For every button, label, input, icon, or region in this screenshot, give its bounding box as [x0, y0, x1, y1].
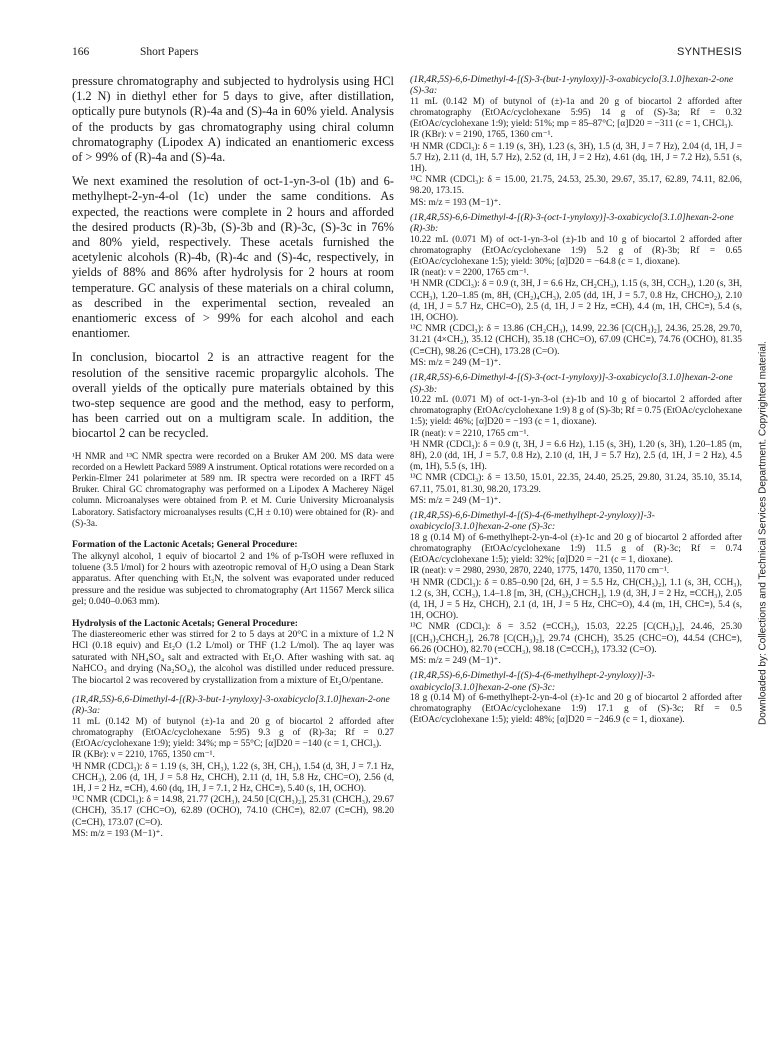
compound-line: 10.22 mL (0.071 M) of oct-1-yn-3-ol (±)-1b and 10 g of biocartol 2 afforded after chromatography (EtOAc/cyclohexane 1:9) 5.2 g of (R)-3b; Rf = 0.65 (EtOAc/cyclohexane 1:5); yield: 30%; [α]D20 = −64.8 (c = 1, dioxane). — [410, 234, 742, 268]
compound-line: ¹³C NMR (CDCl₃): δ = 13.50, 15.01, 22.35, 24.40, 25.25, 29.80, 31.24, 35.10, 35.14, 67.11, 75.01, 81.30, 98.20, 173.29. — [410, 473, 742, 495]
compound-line: IR (KBr): ν = 2190, 1765, 1360 cm⁻¹. — [410, 130, 553, 141]
compound-line: ¹³C NMR (CDCl₃): δ = 13.86 (CH₂CH₃), 14.99, 22.36 [C(CH₃)₂], 24.36, 25.28, 29.70, 31.21 (4×CH₂), 35.12 (CHCH), 35.18 (CHC=O), 67.09 (CHC≡), 74.76 (OCHO), 81.35 (C≡CH), 98.26 (C≡CH), 173.28 (C=O). — [410, 324, 742, 357]
paragraph-formation-procedure: The alkynyl alcohol, 1 equiv of biocartol 2 and 1% of p-TsOH were refluxed in toluene (3.5 l/mol) for 2 hours with azeotropic removal of H₂O using a Dean Stark apparatus. After quenching with Et₃N, the solvent was evaporated under reduced pressure and the residue was subjected to chromatography (Art 11567 Merck silica gel; 0.040–0.063 mm). — [72, 550, 394, 608]
compound-title-R-3b: (1R,4R,5S)-6,6-Dimethyl-4-[(R)-3-(oct-1-ynyloxy)]-3-oxabicyclo[3.1.0]hexan-2-one (R)-3b: — [410, 211, 734, 235]
compound-line: ¹³C NMR (CDCl₃): δ = 3.52 (≡CCH₃), 15.03, 22.25 [C(CH₃)₂], 24.46, 25.30 [(CH₃)₂CHCH₂], 26.78 [C(CH₃)₂], 29.74 (CHCH), 35.25 (CHC=O), 44.54 (CHC≡), 66.26 (OCHO), 82.70 (≡CCH₃), 98.18 (C≡CCH₃), 173.32 (C=O). — [410, 622, 742, 655]
compound-line: ¹³C NMR (CDCl₃): δ = 14.98, 21.77 (2CH₃), 24.50 [C(CH₃)₂], 25.31 (CHCH₃), 29.67 (CHCH), 35.17 (CHC=O), 62.89 (OCHO), 74.10 (CHC≡), 82.07 (C≡CH), 98.20 (C≡CH), 173.07 (C=O). — [72, 795, 394, 828]
compound-line: ¹H NMR (CDCl₃): δ = 1.19 (s, 3H, CH₃), 1.22 (s, 3H, CH₃), 1.54 (d, 3H, J = 7.1 Hz, CHCH₃), 2.06 (d, 1H, J = 5.8 Hz, CHCH), 2.11 (d, 1H, 5.8 Hz, CHC=O), 2.56 (d, 1H, J = 2 Hz, ≡CH), 4.60 (dq, 1H, J = 7.1, 2 Hz, CHC≡), 5.40 (s, 1H, OCHO). — [72, 761, 394, 794]
compound-line: MS: m/z = 193 (M−1)⁺. — [410, 197, 501, 208]
compound-line: ¹H NMR (CDCl₃): δ = 0.9 (t, 3H, J = 6.6 Hz, CH₂CH₃), 1.15 (s, 3H, CCH₃), 1.20 (s, 3H, CCH₃), 1.20–1.85 (m, 8H, (CH₂)₄CH₃), 2.05 (dd, 1H, J = 5.7, 0.8 Hz, CHCHO₂), 2.10 (d, 1H, J = 5.7 Hz, CHC=O), 2.5 (d, 1H, J = 2 Hz, ≡CH), 4.4 (m, 1H, CHC≡), 5.4 (s, 1H, OCHO). — [410, 279, 742, 324]
compound-line: 18 g (0.14 M) of 6-methylhept-2-yn-4-ol (±)-1c and 20 g of biocartol 2 afforded after chromatography (EtOAc/cyclohexane 1:9) 11.5 g of (R)-3c; Rf = 0.74 (EtOAc/cyclohexane 1:5); yield: 32%; [α]D20 = −21 (c = 1, dioxane). — [410, 532, 742, 566]
paragraph-conclusion: In conclusion, biocartol 2 is an attractive reagent for the resolution of the sensitive racemic propargylic alcohols. The overall yields of the optically pure materials obtained by this two-step sequence are good and the method, easy to perform, has been carried out on a multigram scale. In addition, the biocartol 2 can be recycled. — [72, 350, 394, 441]
left-column — [72, 74, 394, 840]
right-column — [410, 74, 742, 727]
paragraph-hydrolysis-procedure: The diastereomeric ether was stirred for 2 to 5 days at 20°C in a mixture of 1.2 N HCl (0.18 equiv) and Et₂O (1.2 L/mol) or THF (1.2 L/mol). The aq layer was saturated with NH₄SO₄ salt and extracted with Et₂O. After washing with sat. aq NaHCO₃ and drying (Na₂SO₄), the alcohol was distilled under reduced pressure. The biocartol 2 was recovered by crystallization from a mixture of Et₂O/pentane. — [72, 628, 394, 686]
compound-title-S-3c: (1R,4R,5S)-6,6-Dimethyl-4-[(S)-4-(6-methylhept-2-ynyloxy)]-3-oxabicyclo[3.1.0]hexan-2-one (S)-3c: — [410, 670, 655, 693]
compound-title-R-3a: (1R,4R,5S)-6,6-Dimethyl-4-[(R)-3-but-1-ynyloxy]-3-oxabicyclo[3.1.0]hexan-2-one (R)-3a: — [72, 693, 390, 717]
compound-title-S-3b: (1R,4R,5S)-6,6-Dimethyl-4-[(S)-3-(oct-1-ynyloxy)]-3-oxabicyclo[3.1.0]hexan-2-one (S)-3b: — [410, 372, 733, 395]
section-name: Short Papers — [140, 46, 199, 58]
compound-title-S-3a: (1R,4R,5S)-6,6-Dimethyl-4-[(S)-3-(but-1-ynyloxy)]-3-oxabicyclo[3.1.0]hexan-2-one (S)-3a: — [410, 74, 734, 97]
heading-formation-acetals: Formation of the Lactonic Acetals; General Procedure: — [72, 539, 298, 551]
compound-line: ¹³C NMR (CDCl₃): δ = 15.00, 21.75, 24.53, 25.30, 29.67, 35.17, 62.89, 74.11, 82.06, 98.20, 173.15. — [410, 175, 742, 197]
compound-line: MS: m/z = 193 (M−1)⁺. — [72, 828, 163, 839]
page-header — [72, 46, 742, 64]
compound-line: 18 g (0.14 M) of 6-methylhept-2-yn-4-ol (±)-1c and 20 g of biocartol 2 afforded after chromatography (EtOAc/cyclohexane 1:9) 17.1 g of (S)-3c; Rf = 0.5 (EtOAc/cyclohexane 1:5); yield: 48%; [α]D20 = −246.9 (c = 1, dioxane). — [410, 693, 742, 726]
journal-name: SYNTHESIS — [676, 46, 742, 58]
paragraph-resolution-butynols: pressure chromatography and subjected to hydrolysis using HCl (1.2 N) in diethyl ether for 5 days to give, after distillation, optically pure butynols (R)-4a and (S)-4a in 60% yield. Analysis of the products by gas chromatography using chiral column chromatography (Lipodex A) indicated an enantiomeric excess of > 99% of (R)-4a and (S)-4a. — [72, 74, 394, 165]
compound-title-R-3c: (1R,4R,5S)-6,6-Dimethyl-4-[(S)-4-(6-methylhept-2-ynyloxy)]-3-oxabicyclo[3.1.0]hexan-2-one (S)-3c: — [410, 509, 655, 533]
compound-line: IR (neat): ν = 2210, 1765 cm⁻¹. — [410, 428, 529, 439]
compound-line: IR (neat): ν = 2200, 1765 cm⁻¹. — [410, 268, 529, 279]
compound-line: 10.22 mL (0.071 M) of oct-1-yn-3-ol (±)-1b and 10 g of biocartol 2 afforded after chromatography (EtOAc/cyclohexane 1:9) 8 g of (S)-3b; Rf = 0.75 (EtOAc/cyclohexane 1:5); yield: 46%; [α]D20 = −193 (c = 1, dioxane). — [410, 394, 742, 428]
compound-line: IR (KBr): ν = 2210, 1765, 1350 cm⁻¹. — [72, 750, 215, 761]
footnote-instrumentation: ¹H NMR and ¹³C NMR spectra were recorded on a Bruker AM 200. MS data were recorded on a Hewlett Packard 5989 A instrument. Optical rotations were recorded on a Perkin-Elmer 241 polarimeter at 589 nm. IR spectra were recorded on a IRFT 45 Bruker. Chiral GC chromatography was performed on a Lipodex A Macherey Nägel column. Microanalyses were obtained from P. et M. Curie University Microanalysis Laboratory. Satisfactory microanalyses results (C,H ± 0.10) were obtained for (R)- and (S)-3a. — [72, 450, 394, 528]
compound-line: ¹H NMR (CDCl₃): δ = 0.85–0.90 [2d, 6H, J = 5.5 Hz, CH(CH₃)₂], 1.1 (s, 3H, CCH₃), 1.2 (s, 3H, CCH₃), 1.4–1.8 [m, 3H, (CH₃)₂CHCH₂], 1.9 (d, 3H, J = 2 Hz, ≡CCH₃), 2.05 (d, 1H, J = 5 Hz, CHCH), 2.1 (d, 1H, J = 5 Hz, CHC=O), 4.4 (m, 1H, CHC≡), 5.4 (s, 1H, OCHO). — [410, 577, 742, 622]
heading-hydrolysis-acetals: Hydrolysis of the Lactonic Acetals; General Procedure: — [72, 617, 298, 629]
page-number: 166 — [72, 46, 90, 58]
compound-line: ¹H NMR (CDCl₃): δ = 0.9 (t, 3H, J = 6.6 Hz), 1.15 (s, 3H), 1.20 (s, 3H), 1.20–1.85 (m, 8H), 2.0 (dd, 1H, J = 5.7, 0.8 Hz), 2.10 (d, 1H, J = 5.7 Hz), 2.5 (d, 1H, J = 2 Hz), 4.5 (m, 1H), 5.5 (s, 1H). — [410, 439, 742, 473]
paragraph-resolution-octynol: We next examined the resolution of oct-1-yn-3-ol (1b) and 6-methylhept-2-yn-4-ol (1c) under the same conditions. As expected, the reactions were complete in 2 hours and afforded the desired products (R)-3b, (S)-3b and (R)-3c, (S)-3c in 76% and 80% yield, respectively. These acetals furnished the acetylenic alcohols (R)-4b, (R)-4c and (S)-4c, respectively, in yields of 88% and 86% after hydrolysis for 2 hours at room temperature. GC analysis of these materials on a chiral column, as described in the experimental section, revealed an enantiomeric excess of > 99% for each alcohol and each enantiomer. — [72, 174, 394, 341]
compound-line: ¹H NMR (CDCl₃): δ = 1.19 (s, 3H), 1.23 (s, 3H), 1.5 (d, 3H, J = 7 Hz), 2.04 (d, 1H, J = 5.7 Hz), 2.11 (d, 1H, 5.7 Hz), 2.52 (d, 1H, J = 2 Hz), 4.61 (dq, 1H, J = 7.2 Hz), 5.51 (s, 1H). — [410, 141, 742, 175]
download-watermark — [752, 338, 774, 728]
compound-line: 11 mL (0.142 M) of butynol (±)-1a and 20 g of biocartol 2 afforded after chromatography (EtOAc/cyclohexane 5:95) 9.3 g of (R)-3a; Rf = 0.27 (EtOAc/cyclohexane 1:9); yield: 34%; mp = 55°C; [α]D20 = −140 (c = 1, CHCl₃). — [72, 716, 394, 750]
compound-line: MS: m/z = 249 (M−1)⁺. — [410, 495, 501, 506]
compound-line: MS: m/z = 249 (M−1)⁺. — [410, 357, 501, 368]
download-watermark-text: Downloaded by: Collections and Technical Services Department. Copyrighted material. — [757, 341, 769, 725]
compound-line: MS: m/z = 249 (M−1)⁺. — [410, 655, 501, 666]
compound-line: 11 mL (0.142 M) of butynol of (±)-1a and 20 g of biocartol 2 afforded after chromatography (EtOAc/cyclohexane 5:95) 14 g of (S)-3a; Rf = 0.32 (EtOAc/cyclohexane 1:9); yield: 51%; mp = 85–87°C; [α]D20 = −311 (c = 1, CHCl₃). — [410, 96, 742, 130]
compound-line: IR (neat): ν = 2980, 2930, 2870, 2240, 1775, 1470, 1350, 1170 cm⁻¹. — [410, 566, 670, 577]
